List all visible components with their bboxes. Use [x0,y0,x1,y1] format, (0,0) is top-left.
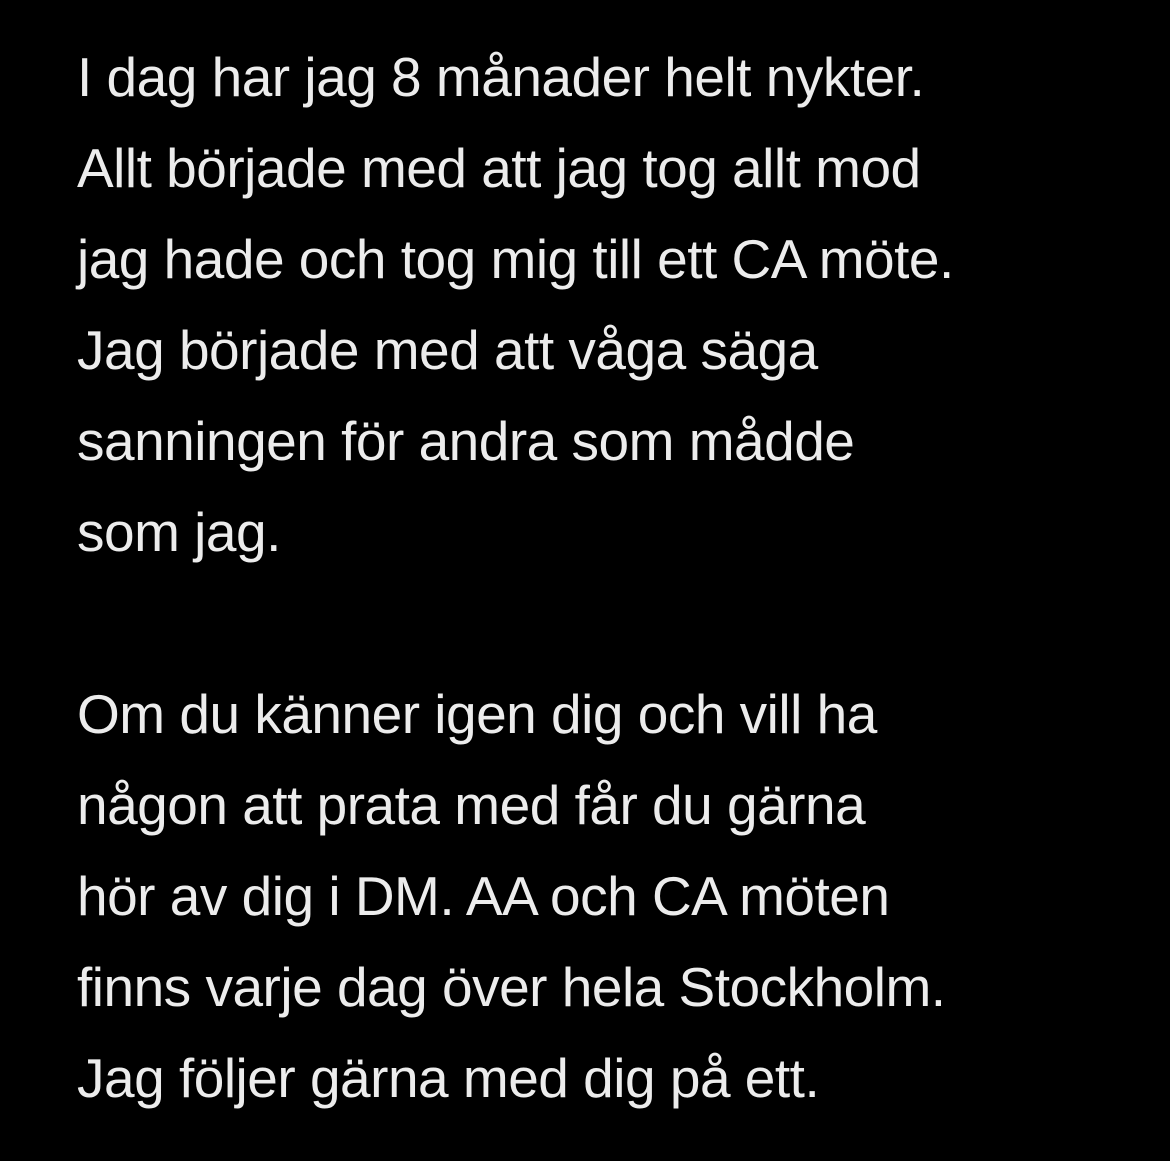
text-line: hör av dig i DM. AA och CA möten [77,865,890,927]
text-line: Jag följer gärna med dig på ett. [77,1047,820,1109]
text-line: Jag började med att våga säga [77,319,818,381]
text-line: Allt började med att jag tog allt mod [77,137,921,199]
text-line: finns varje dag över hela Stockholm. [77,956,946,1018]
text-line: jag hade och tog mig till ett CA möte. [77,228,954,290]
text-line: I dag har jag 8 månader helt nykter. [77,46,925,108]
paragraph-spacer [77,578,1137,669]
paragraph-2 [77,669,1137,1124]
text-line: någon att prata med får du gärna [77,774,866,836]
text-line: Om du känner igen dig och vill ha [77,683,877,745]
paragraph-1 [77,32,1137,578]
note-text [77,32,1137,1124]
text-line: sanningen för andra som mådde [77,410,855,472]
text-line: som jag. [77,501,281,563]
